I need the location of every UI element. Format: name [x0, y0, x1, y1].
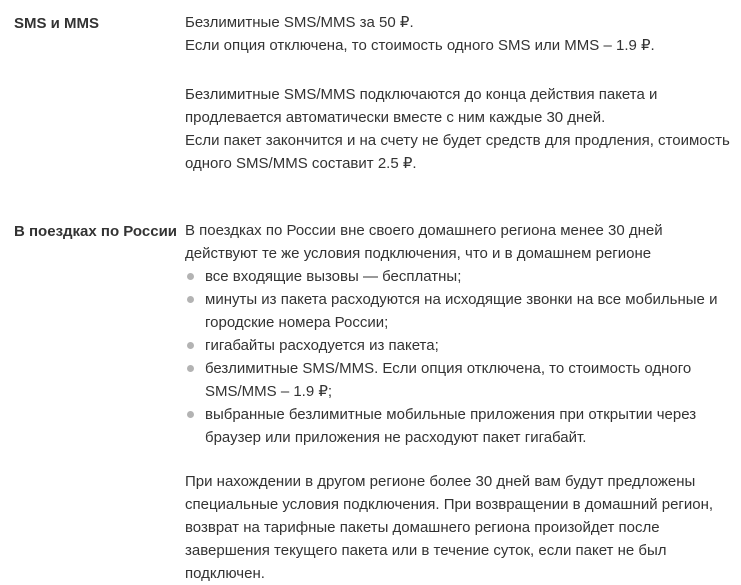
section-label-travel-russia: В поездках по России [14, 223, 178, 240]
section-travel-russia [14, 219, 731, 585]
list-item-package-minutes: минуты из пакета расходуются на исходящие звонки на все мобильные и городские номера России; [185, 288, 731, 334]
travel-intro-paragraph [185, 219, 731, 265]
sms-package-end-line: Если пакет закончится и на счету не будет средств для продления, стоимость одного SMS/MMS составит 2.5 ₽. [185, 132, 730, 172]
travel-intro-line: В поездках по России вне своего домашнего региона менее 30 дней действуют те же условия подключения, что и в домашнем регионе [185, 222, 663, 262]
section-sms-mms [14, 11, 731, 175]
list-item-unlimited-sms: безлимитные SMS/MMS. Если опция отключена, то стоимость одного SMS/MMS – 1.9 ₽; [185, 357, 731, 403]
sms-price-line: Безлимитные SMS/MMS за 50 ₽. [185, 14, 414, 31]
section-content-sms-mms [185, 11, 731, 175]
list-item-gigabytes: гигабайты расходуется из пакета; [185, 334, 731, 357]
section-label-sms-mms: SMS и MMS [14, 15, 100, 32]
travel-long-stay-paragraph: При нахождении в другом регионе более 30 дней вам будут предложены специальные условия подключения. При возвращении в домашний регион, возврат на тарифные пакеты домашнего региона произойдет после завершения текущего пакета или в течение суток, если пакет не был подключен. [185, 473, 714, 582]
sms-disabled-price-line: Если опция отключена, то стоимость одного SMS или MMS – 1.9 ₽. [185, 37, 655, 54]
sms-renewal-line: Безлимитные SMS/MMS подключаются до конца действия пакета и продлевается автоматически вместе с ним каждые 30 дней. [185, 86, 658, 126]
sms-renewal-paragraph [185, 83, 731, 175]
list-item-unlimited-apps: выбранные безлимитные мобильные приложения при открытии через браузер или приложения не расходуют пакет гигабайт. [185, 403, 731, 449]
travel-conditions-list [185, 265, 731, 449]
section-content-travel-russia [185, 219, 731, 585]
list-item-incoming-calls: все входящие вызовы — бесплатны; [185, 265, 731, 288]
sms-price-paragraph [185, 11, 731, 57]
